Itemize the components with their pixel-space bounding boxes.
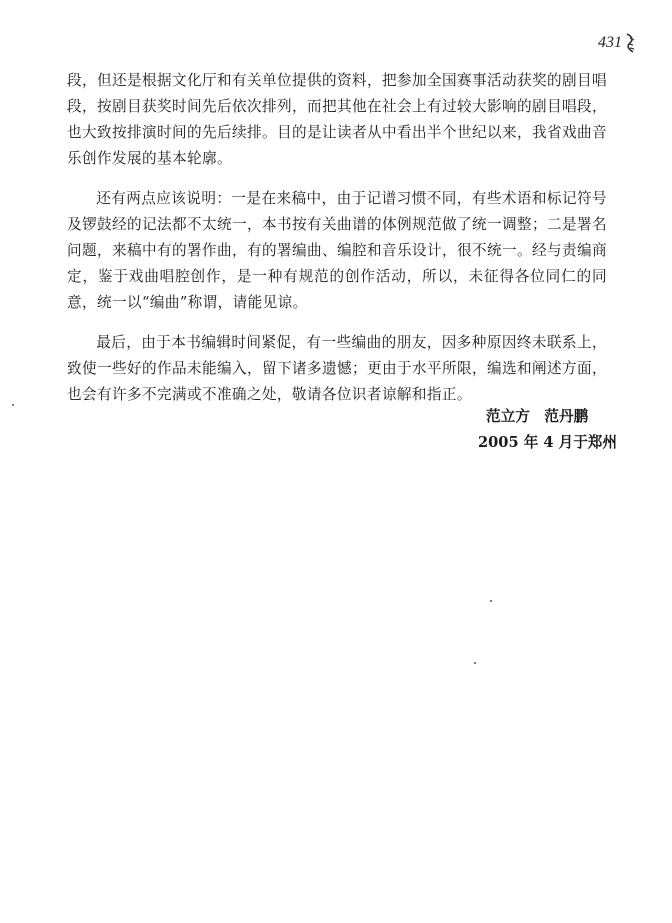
paragraph-closing: 最后，由于本书编辑时间紧促，有一些编曲的朋友，因多种原因终未联系上，致使一些好的作品未能编入，留下诸多遗憾；更由于水平所限，编选和阐述方面，也会有许多不完满或不准确之处，敬请各位识者谅解和指正。 [67,334,607,403]
body-text [67,68,607,422]
paragraph-notes: 还有两点应该说明：一是在来稿中，由于记谱习惯不同，有些术语和标记符号及锣鼓经的记法都不太统一，本书按有关曲谱的体例规范做了统一调整；二是署名问题，来稿中有的署作曲，有的署编曲、编腔和音乐设计，很不统一。经与责编商定，鉴于戏曲唱腔创作，是一种有规范的创作活动，所以，未征得各位同仁的同意，统一以“编曲”称谓，请能见谅。 [67,190,607,311]
paragraph-continuation: 段，但还是根据文化厅和有关单位提供的资料，把参加全国赛事活动获奖的剧目唱段，按剧目获奖时间先后依次排列，而把其他在社会上有过较大影响的剧目唱段，也大致按排演时间的先后续排。目的是让读者从中看出半个世纪以来，我省戏曲音乐创作发展的基本轮廓。 [67,72,607,167]
signature-authors: 范立方 范丹鹏 [486,408,589,425]
page-number: 431 [598,34,622,51]
signature-date-place: 2005 年 4 月于郑州 [478,434,617,451]
scan-speck [474,662,476,664]
signature-block [478,404,638,456]
scan-speck [12,404,14,406]
leaf-ornament-icon [624,32,638,54]
scan-speck [490,600,492,602]
